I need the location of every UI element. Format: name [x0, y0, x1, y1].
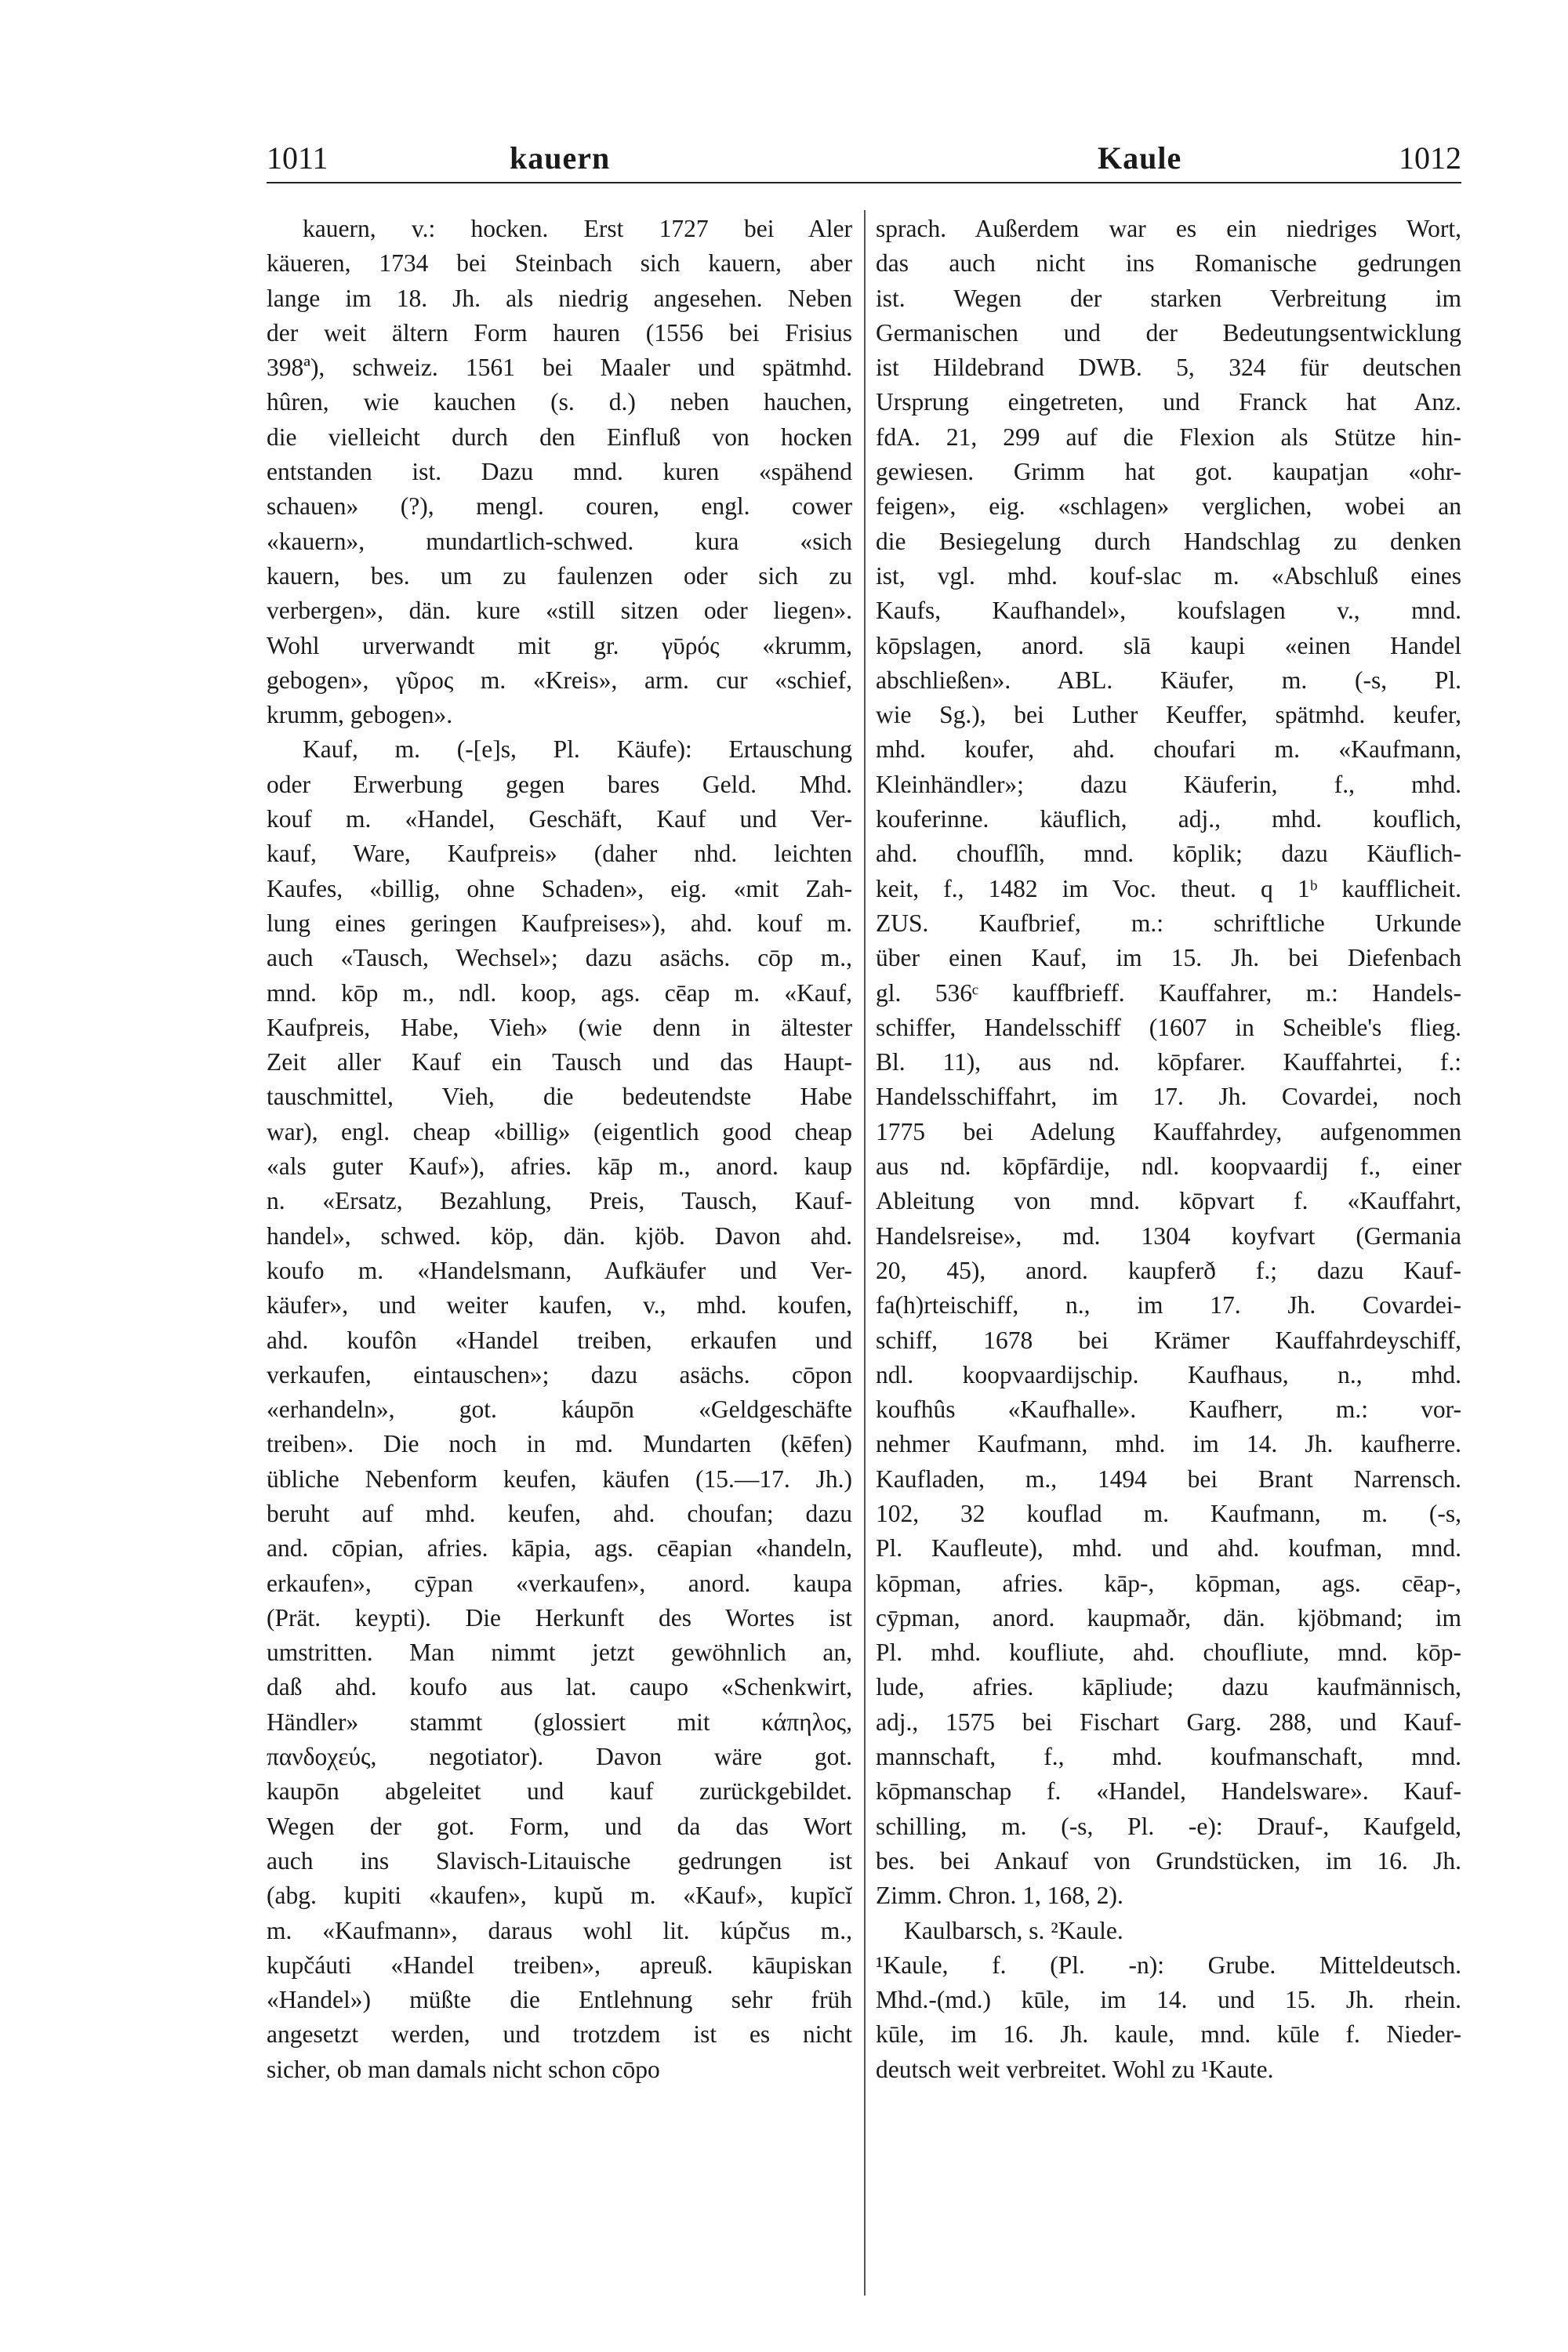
text-line: war), engl. cheap «billig» (eigentlich good cheap — [267, 1117, 852, 1145]
text-line: das auch nicht ins Romanische gedrungen — [876, 249, 1461, 278]
text-line: gebogen», γῦρος m. «Kreis», arm. cur «schief, — [267, 666, 852, 694]
text-line: Zimm. Chron. 1, 168, 2). — [876, 1882, 1123, 1910]
text-line: Wegen der got. Form, und da das Wort — [267, 1812, 852, 1840]
text-line: daß ahd. koufo aus lat. caupo «Schenkwirt, — [267, 1673, 852, 1701]
page-number-left: 1011 — [267, 140, 328, 176]
text-line: beruht auf mhd. keufen, ahd. choufan; dazu — [267, 1499, 852, 1527]
text-line: and. cōpian, afries. kāpia, ags. cēapian «handeln, — [267, 1534, 852, 1563]
text-line: verkaufen, eintauschen»; dazu asächs. cōpon — [267, 1360, 852, 1388]
text-line: lung eines geringen Kaufpreises»), ahd. kouf m. — [267, 909, 852, 937]
text-line: 102, 32 kouflad m. Kaufmann, m. (-s, — [876, 1499, 1461, 1527]
left-column — [267, 212, 852, 2087]
text-line: die Besiegelung durch Handschlag zu denken — [876, 527, 1461, 555]
text-line: Ursprung eingetreten, und Franck hat Anz. — [876, 388, 1461, 416]
text-line: Mhd.-(md.) kūle, im 14. und 15. Jh. rhein. — [876, 1986, 1461, 2014]
text-line: über einen Kauf, im 15. Jh. bei Diefenbach — [876, 944, 1461, 972]
page-header — [267, 140, 1461, 187]
text-line: Kaufpreis, Habe, Vieh» (wie denn in ältester — [267, 1013, 852, 1041]
text-line: (abg. kupiti «kaufen», kupŭ m. «Kauf», kupĭcĭ — [267, 1882, 852, 1910]
text-line: gewiesen. Grimm hat got. kaupatjan «ohr- — [876, 458, 1461, 486]
text-line: angesetzt werden, und trotzdem ist es nicht — [267, 2020, 852, 2049]
text-line: käufer», und weiter kaufen, v., mhd. koufen, — [267, 1291, 852, 1319]
text-line: lude, afries. kāpliude; dazu kaufmännisch, — [876, 1673, 1461, 1701]
text-line: mnd. kōp m., ndl. koop, ags. cēap m. «Kauf, — [267, 978, 852, 1007]
text-line: nehmer Kaufmann, mhd. im 14. Jh. kaufherre. — [876, 1430, 1461, 1458]
running-head-left: kauern — [510, 140, 611, 176]
text-line: schiff, 1678 bei Krämer Kauffahrdeyschiff, — [876, 1326, 1461, 1354]
page-number-right: 1012 — [1399, 140, 1461, 176]
text-line: Handelsreise», md. 1304 koyfvart (Germania — [876, 1221, 1461, 1250]
text-line: ist Hildebrand DWB. 5, 324 für deutschen — [876, 354, 1461, 382]
text-line: koufo m. «Handelsmann, Aufkäufer und Ver- — [267, 1256, 852, 1284]
text-line: aus nd. kōpfārdije, ndl. koopvaardij f., einer — [876, 1152, 1461, 1181]
column-divider — [864, 210, 866, 2296]
text-line: krumm, gebogen». — [267, 701, 453, 729]
text-line: (Prät. keypti). Die Herkunft des Wortes ist — [267, 1603, 852, 1632]
text-line: erkaufen», cȳpan «verkaufen», anord. kaupa — [267, 1569, 852, 1597]
text-line: schauen» (?), mengl. couren, engl. cower — [267, 492, 852, 521]
text-line: Handelsschiffahrt, im 17. Jh. Covardei, noch — [876, 1083, 1461, 1111]
text-line: Kaufes, «billig, ohne Schaden», eig. «mit Zah- — [267, 874, 852, 902]
text-line: fdA. 21, 299 auf die Flexion als Stütze hin- — [876, 423, 1461, 451]
text-line: umstritten. Man nimmt jetzt gewöhnlich an, — [267, 1639, 852, 1667]
text-line: mannschaft, f., mhd. koufmanschaft, mnd. — [876, 1743, 1461, 1771]
text-line: Germanischen und der Bedeutungsentwicklung — [876, 318, 1461, 347]
right-column — [876, 212, 1461, 2087]
text-line: auch ins Slavisch-Litauische gedrungen ist — [267, 1846, 852, 1875]
text-line: mhd. koufer, ahd. choufari m. «Kaufmann, — [876, 735, 1461, 764]
text-line: treiben». Die noch in md. Mundarten (kēfen) — [267, 1430, 852, 1458]
text-line: Ableitung von mnd. kōpvart f. «Kauffahrt, — [876, 1187, 1461, 1215]
text-line: hûren, wie kauchen (s. d.) neben hauchen, — [267, 388, 852, 416]
text-line: 20, 45), anord. kaupferð f.; dazu Kauf- — [876, 1256, 1461, 1284]
text-line: Händler» stammt (glossiert mit κάπηλος, — [267, 1708, 852, 1736]
text-line: ndl. koopvaardijschip. Kaufhaus, n., mhd. — [876, 1360, 1461, 1388]
text-line: wie Sg.), bei Luther Keuffer, spätmhd. keufer, — [876, 701, 1461, 729]
text-line: fa(h)rteischiff, n., im 17. Jh. Covardei- — [876, 1291, 1461, 1319]
text-line: kauf, Ware, Kaufpreis» (daher nhd. leichten — [267, 840, 852, 868]
text-line: kauern, v.: hocken. Erst 1727 bei Aler — [303, 215, 852, 242]
text-line: Kaulbarsch, s. ²Kaule. — [904, 1916, 1123, 1944]
text-line: cȳpman, anord. kaupmaðr, dän. kjöbmand; im — [876, 1603, 1461, 1632]
text-line: adj., 1575 bei Fischart Garg. 288, und Kauf- — [876, 1708, 1461, 1736]
text-line: Pl. mhd. koufliute, ahd. choufliute, mnd. kōp- — [876, 1639, 1461, 1667]
text-line: Wohl urverwandt mit gr. γῡρός «krumm, — [267, 631, 852, 659]
text-line: schiffer, Handelsschiff (1607 in Scheible's flieg. — [876, 1013, 1461, 1041]
text-line: sicher, ob man damals nicht schon cōpo — [267, 2055, 660, 2083]
text-line: gl. 536ᶜ kauffbrieff. Kauffahrer, m.: Handels- — [876, 978, 1461, 1007]
text-line: handel», schwed. köp, dän. kjöb. Davon ahd. — [267, 1221, 852, 1250]
text-line: Bl. 11), aus nd. kōpfarer. Kauffahrtei, f.: — [876, 1048, 1461, 1076]
text-line: kōpmanschap f. «Handel, Handelsware». Kauf- — [876, 1777, 1461, 1806]
text-line: 1775 bei Adelung Kauffahrdey, aufgenommen — [876, 1117, 1461, 1145]
text-line: kauern, bes. um zu faulenzen oder sich zu — [267, 561, 852, 590]
text-line: Kauf, m. (-[e]s, Pl. Käufe): Ertauschung — [303, 735, 852, 764]
text-line: ahd. chouflîh, mnd. kōplik; dazu Käuflich- — [876, 840, 1461, 868]
text-line: ist, vgl. mhd. kouf-slac m. «Abschluß eines — [876, 561, 1461, 590]
text-line: deutsch weit verbreitet. Wohl zu ¹Kaute. — [876, 2055, 1274, 2083]
text-line: auch «Tausch, Wechsel»; dazu asächs. cōp m., — [267, 944, 852, 972]
text-line: feigen», eig. «schlagen» verglichen, wobei an — [876, 492, 1461, 521]
text-line: Zeit aller Kauf ein Tausch und das Haupt- — [267, 1048, 852, 1076]
text-line: kouferinne. käuflich, adj., mhd. kouflich, — [876, 805, 1461, 833]
text-line: πανδοχεύς, negotiator). Davon wäre got. — [267, 1743, 852, 1771]
text-line: kūle, im 16. Jh. kaule, mnd. kūle f. Nieder- — [876, 2020, 1461, 2049]
text-line: m. «Kaufmann», daraus wohl lit. kúpčus m., — [267, 1916, 852, 1944]
text-line: «als guter Kauf»), afries. kāp m., anord. kaup — [267, 1152, 852, 1181]
text-line: entstanden ist. Dazu mnd. kuren «spähend — [267, 458, 852, 486]
text-line: der weit ältern Form hauren (1556 bei Frisius — [267, 318, 852, 347]
text-line: n. «Ersatz, Bezahlung, Preis, Tausch, Kauf- — [267, 1187, 852, 1215]
text-line: kouf m. «Handel, Geschäft, Kauf und Ver- — [267, 805, 852, 833]
text-line: sprach. Außerdem war es ein niedriges Wort, — [876, 215, 1461, 242]
header-rule — [267, 182, 1461, 183]
running-head-right: Kaule — [1098, 140, 1182, 176]
text-line: Pl. Kaufleute), mhd. und ahd. koufman, mnd. — [876, 1534, 1461, 1563]
text-line: übliche Nebenform keufen, käufen (15.—17. Jh.) — [267, 1465, 852, 1493]
text-line: kōpman, afries. kāp-, kōpman, ags. cēap-, — [876, 1569, 1461, 1597]
text-line: kaupōn abgeleitet und kauf zurückgebildet. — [267, 1777, 852, 1806]
text-line: «erhandeln», got. káupōn «Geldgeschäfte — [267, 1396, 852, 1424]
text-line: keit, f., 1482 im Voc. theut. q 1ᵇ kaufflicheit. — [876, 874, 1461, 902]
text-line: Kleinhändler»; dazu Käuferin, f., mhd. — [876, 770, 1461, 798]
text-line: ahd. koufôn «Handel treiben, erkaufen und — [267, 1326, 852, 1354]
text-line: lange im 18. Jh. als niedrig angesehen. Neben — [267, 284, 852, 312]
text-line: koufhûs «Kaufhalle». Kaufherr, m.: vor- — [876, 1396, 1461, 1424]
text-line: käueren, 1734 bei Steinbach sich kauern, aber — [267, 249, 852, 278]
text-line: oder Erwerbung gegen bares Geld. Mhd. — [267, 770, 852, 798]
text-line: verbergen», dän. kure «still sitzen oder liegen». — [267, 597, 852, 625]
text-line: bes. bei Ankauf von Grundstücken, im 16. Jh. — [876, 1846, 1461, 1875]
text-line: die vielleicht durch den Einfluß von hocken — [267, 423, 852, 451]
text-line: ist. Wegen der starken Verbreitung im — [876, 284, 1461, 312]
text-line: schilling, m. (-s, Pl. -e): Drauf-, Kaufgeld, — [876, 1812, 1461, 1840]
text-line: Kaufladen, m., 1494 bei Brant Narrensch. — [876, 1465, 1461, 1493]
text-line: 398ª), schweiz. 1561 bei Maaler und spätmhd. — [267, 354, 852, 382]
text-line: kōpslagen, anord. slā kaupi «einen Handel — [876, 631, 1461, 659]
text-line: ZUS. Kaufbrief, m.: schriftliche Urkunde — [876, 909, 1461, 937]
text-line: tauschmittel, Vieh, die bedeutendste Habe — [267, 1083, 852, 1111]
text-line: abschließen». ABL. Käufer, m. (-s, Pl. — [876, 666, 1461, 694]
text-line: Kaufs, Kaufhandel», koufslagen v., mnd. — [876, 597, 1461, 625]
text-line: «kauern», mundartlich-schwed. kura «sich — [267, 527, 852, 555]
text-line: kupčáuti «Handel treiben», apreuß. kāupiskan — [267, 1951, 852, 1979]
text-line: «Handel») müßte die Entlehnung sehr früh — [267, 1986, 852, 2014]
text-line: ¹Kaule, f. (Pl. -n): Grube. Mitteldeutsch. — [876, 1951, 1461, 1979]
